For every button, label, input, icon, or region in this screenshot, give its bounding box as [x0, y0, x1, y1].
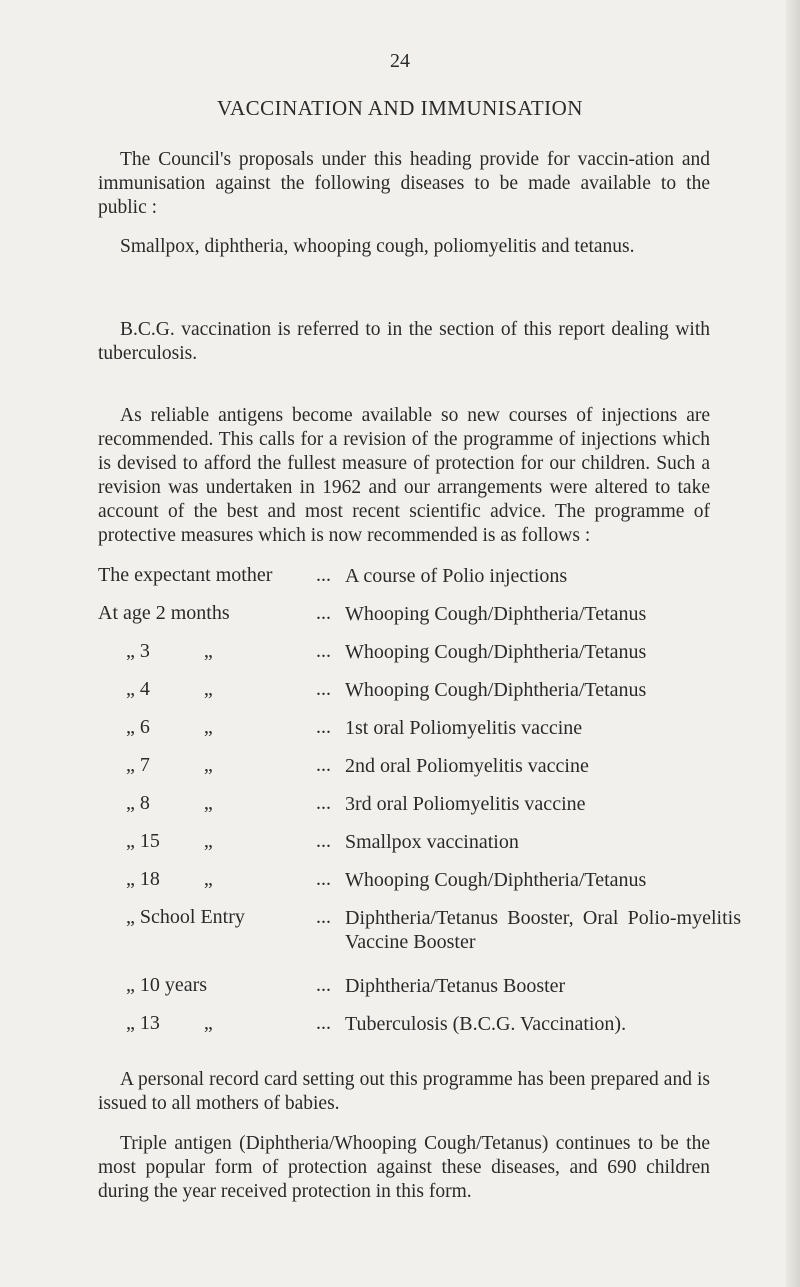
schedule-treatment: Diphtheria/Tetanus Booster: [345, 975, 566, 997]
schedule-treatment: Tuberculosis (B.C.G. Vaccination).: [345, 1013, 627, 1035]
schedule-age-number: 6: [139, 716, 150, 738]
page-edge-shadow: [786, 0, 800, 1287]
ditto-mark: „: [203, 640, 213, 662]
paragraph-intro: The Council's proposals under this heading provide for vaccin-ation and immunisation against the following diseases to be made available to the public :: [98, 149, 710, 218]
schedule-age: [126, 678, 213, 701]
schedule-leader-dots: ...: [316, 1012, 331, 1034]
schedule-leader-dots: ...: [316, 716, 331, 738]
ditto-mark: „: [203, 678, 213, 700]
ditto-mark: „: [203, 1012, 213, 1034]
schedule-age: [126, 868, 213, 891]
ditto-mark: „: [126, 830, 135, 852]
schedule-age-number: 8: [139, 792, 150, 814]
ditto-mark: „: [203, 792, 213, 814]
schedule-age-number: 3: [139, 640, 150, 662]
paragraph-diseases: Smallpox, diphtheria, whooping cough, poliomyelitis and tetanus.: [120, 236, 635, 257]
schedule-leader-dots: ...: [316, 868, 331, 890]
ditto-mark: „: [126, 1012, 135, 1034]
ditto-mark: „: [126, 716, 135, 738]
schedule-leader-dots: ...: [316, 792, 331, 814]
schedule-treatment: 2nd oral Poliomyelitis vaccine: [345, 755, 589, 777]
schedule-leader-dots: ...: [316, 640, 331, 662]
paragraph-bcg: B.C.G. vaccination is referred to in the section of this report dealing with tuberculosis.: [98, 319, 710, 364]
schedule-age-number: 4: [139, 678, 150, 700]
ditto-mark: „: [126, 974, 135, 996]
schedule-leader-dots: ...: [316, 754, 331, 776]
schedule-age: [126, 906, 245, 929]
schedule-age: [126, 974, 207, 997]
schedule-age-number: 18: [139, 868, 160, 890]
schedule-age: [126, 754, 213, 777]
schedule-treatment: 3rd oral Poliomyelitis vaccine: [345, 793, 586, 815]
schedule-age: [126, 1012, 213, 1035]
schedule-age: The expectant mother: [98, 564, 273, 586]
schedule-leader-dots: ...: [316, 564, 331, 586]
schedule-leader-dots: ...: [316, 906, 331, 928]
schedule-age-label: School Entry: [139, 906, 245, 928]
schedule-age-number: 7: [139, 754, 150, 776]
schedule-treatment: A course of Polio injections: [345, 565, 568, 587]
schedule-age: [126, 792, 213, 815]
paragraph-triple-antigen: Triple antigen (Diphtheria/Whooping Cough/Tetanus) continues to be the most popular form of protection against these diseases, and 690 children during the year received protection in this form.: [98, 1133, 710, 1202]
schedule-leader-dots: ...: [316, 602, 331, 624]
schedule-age: [126, 830, 213, 853]
ditto-mark: „: [126, 678, 135, 700]
schedule-treatment: Whooping Cough/Diphtheria/Tetanus: [345, 603, 647, 625]
paragraph-record-card: A personal record card setting out this programme has been prepared and is issued to all mothers of babies.: [98, 1069, 710, 1114]
ditto-mark: „: [126, 906, 135, 928]
schedule-leader-dots: ...: [316, 974, 331, 996]
schedule-treatment: 1st oral Poliomyelitis vaccine: [345, 717, 583, 739]
schedule-treatment: Whooping Cough/Diphtheria/Tetanus: [345, 869, 647, 891]
ditto-mark: „: [203, 868, 213, 890]
ditto-mark: „: [126, 640, 135, 662]
schedule-leader-dots: ...: [316, 678, 331, 700]
ditto-mark: „: [203, 754, 213, 776]
schedule-age: At age 2 months: [98, 602, 230, 624]
schedule-age: [126, 640, 213, 663]
paragraph-programme: As reliable antigens become available so new courses of injections are recommended. This calls for a revision of the programme of injections which is devised to afford the fullest measure of protection for our children. Such a revision was undertaken in 1962 and our arrangements were altered to take account of the best and most recent scientific advice. The programme of protective measures which is now recommended is as follows :: [98, 405, 710, 546]
schedule-age-number: 15: [139, 830, 160, 852]
ditto-mark: „: [126, 792, 135, 814]
ditto-mark: „: [126, 754, 135, 776]
schedule-treatment: Whooping Cough/Diphtheria/Tetanus: [345, 641, 647, 663]
schedule-age: [126, 716, 213, 739]
page-number: 24: [390, 50, 410, 72]
ditto-mark: „: [203, 830, 213, 852]
schedule-age-number: 13: [139, 1012, 160, 1034]
schedule-treatment: Diphtheria/Tetanus Booster, Oral Polio-myelitis Vaccine Booster: [345, 907, 741, 953]
schedule-age-label: 10 years: [139, 974, 208, 996]
ditto-mark: „: [203, 716, 213, 738]
schedule-treatment: Whooping Cough/Diphtheria/Tetanus: [345, 679, 647, 701]
schedule-treatment: Smallpox vaccination: [345, 831, 519, 853]
schedule-leader-dots: ...: [316, 830, 331, 852]
ditto-mark: „: [126, 868, 135, 890]
section-heading: VACCINATION AND IMMUNISATION: [217, 96, 583, 120]
